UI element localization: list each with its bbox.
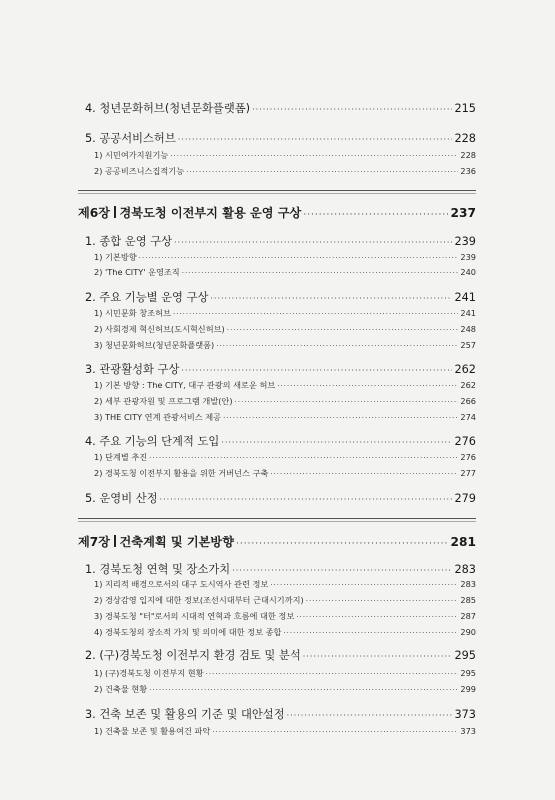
page-number: 295 [460, 668, 476, 678]
dot-leader [139, 254, 459, 262]
page-number: 262 [454, 363, 476, 376]
entry-title: 5. 공공서비스허브 [85, 132, 176, 145]
chapter-label: 제7장 [78, 535, 111, 549]
section-entry [85, 361, 476, 377]
subsection-entry [94, 267, 476, 278]
subsection-entry [94, 726, 476, 737]
entry-title: 1) 건축물 보존 및 활용여건 파악 [94, 726, 211, 736]
page-number: 239 [454, 235, 476, 248]
section-entry [85, 490, 476, 506]
section-entry [85, 130, 476, 146]
page-number: 279 [454, 492, 476, 505]
page-number: 299 [460, 684, 476, 694]
subsection-entry [94, 252, 476, 263]
dot-leader [182, 269, 459, 277]
entry-title: 3. 건축 보존 및 활용의 기준 및 대안설정 [85, 708, 285, 721]
dot-leader [232, 566, 452, 575]
page-number: 276 [454, 435, 476, 448]
section-entry [85, 233, 476, 249]
entry-title: 1) 지리적 배경으로서의 대구 도시역사 관련 정보 [94, 579, 269, 589]
chapter-separator-line [78, 193, 476, 194]
chapter-separator-line [78, 521, 476, 522]
subsection-entry [94, 579, 476, 590]
dot-leader [306, 597, 459, 605]
subsection-entry [94, 150, 476, 161]
dot-leader [160, 495, 453, 504]
dot-leader [181, 366, 452, 375]
entry-title: 1) 시민여가지원기능 [94, 150, 169, 160]
entry-title: 3) 청년문화허브(청년문화플랫폼) [94, 340, 215, 350]
page-number: 373 [460, 726, 476, 736]
chapter-separator-line [78, 190, 476, 191]
subsection-entry [94, 627, 476, 638]
dot-leader [252, 105, 452, 114]
entry-title: 3) 경북도청 "터"로서의 시대적 연혁과 흐름에 대한 정보 [94, 611, 295, 621]
subsection-entry [94, 324, 476, 335]
dot-leader [270, 470, 458, 478]
chapter-name: 건축계획 및 기본방향 [119, 535, 234, 549]
chapter-title [78, 533, 234, 550]
section-entry [85, 100, 476, 116]
entry-title: 2) 경북도청 이전부지 활용을 위한 거버넌스 구축 [94, 468, 269, 478]
dot-leader [170, 152, 458, 160]
chapter-entry [78, 204, 476, 221]
section-entry [85, 561, 476, 577]
section-entry [85, 433, 476, 449]
dot-leader [178, 135, 453, 144]
section-entry [85, 289, 476, 305]
dot-leader [212, 728, 458, 736]
dot-leader [277, 382, 458, 390]
entry-title: 2. (구)경북도청 이전부지 환경 검토 및 분석 [85, 649, 301, 662]
dot-leader [283, 629, 458, 637]
page-number: 287 [460, 611, 476, 621]
dot-leader [210, 294, 452, 303]
dot-leader [223, 414, 458, 422]
chapter-label: 제6장 [78, 206, 111, 220]
entry-title: 3) THE CITY 연계 관광서비스 제공 [94, 412, 222, 422]
page-number: 241 [454, 291, 476, 304]
subsection-entry [94, 611, 476, 622]
chapter-divider [114, 535, 116, 547]
chapter-entry [78, 533, 476, 550]
page-number: 285 [460, 595, 476, 605]
subsection-entry [94, 468, 476, 479]
page-number: 295 [454, 649, 476, 662]
dot-leader [149, 454, 458, 462]
dot-leader [174, 238, 452, 247]
page-number: 228 [460, 150, 476, 160]
entry-title: 1) 기본 방향 : The CITY, 대구 관광의 새로운 허브 [94, 380, 276, 390]
page-number: 290 [460, 627, 476, 637]
entry-title: 2) 공공비즈니스집적기능 [94, 166, 185, 176]
page-number: 215 [454, 102, 476, 115]
page-number: 281 [450, 535, 476, 549]
page-number: 228 [454, 132, 476, 145]
dot-leader [303, 210, 448, 220]
entry-title: 1) (구)경북도청 이전부지 현황 [94, 668, 204, 678]
entry-title: 4) 경북도청의 장소적 가치 및 의미에 대한 정보 종합 [94, 627, 282, 637]
entry-title: 1. 경북도청 연혁 및 장소가치 [85, 563, 231, 576]
entry-title: 2) 사회경제 혁신허브(도시혁신허브) [94, 324, 225, 334]
chapter-divider [114, 206, 116, 218]
dot-leader [149, 686, 458, 694]
dot-leader [287, 711, 453, 720]
subsection-entry [94, 166, 476, 177]
page-number: 283 [460, 579, 476, 589]
subsection-entry [94, 308, 476, 319]
subsection-entry [94, 340, 476, 351]
chapter-name: 경북도청 이전부지 활용 운영 구상 [119, 206, 302, 220]
page-number: 266 [460, 396, 476, 406]
dot-leader [216, 342, 458, 350]
dot-leader [236, 539, 449, 549]
page-number: 277 [460, 468, 476, 478]
page-number: 237 [450, 206, 476, 220]
section-entry [85, 706, 476, 722]
entry-title: 1) 단계별 추진 [94, 452, 148, 462]
subsection-entry [94, 412, 476, 423]
dot-leader [221, 438, 452, 447]
subsection-entry [94, 380, 476, 391]
page-number: 283 [454, 563, 476, 576]
page-number: 257 [460, 340, 476, 350]
entry-title: 4. 주요 기능의 단계적 도입 [85, 435, 220, 448]
subsection-entry [94, 396, 476, 407]
page-number: 240 [460, 267, 476, 277]
page-number: 274 [460, 412, 476, 422]
entry-title: 4. 청년문화허브(청년문화플랫폼) [85, 102, 251, 115]
dot-leader [303, 652, 453, 661]
subsection-entry [94, 684, 476, 695]
dot-leader [227, 326, 459, 334]
subsection-entry [94, 452, 476, 463]
dot-leader [173, 310, 458, 318]
subsection-entry [94, 668, 476, 679]
entry-title: 3. 관광활성화 구상 [85, 363, 180, 376]
entry-title: 2) 세부 관광자원 및 프로그램 개발(안) [94, 396, 233, 406]
entry-title: 5. 운영비 산정 [85, 492, 158, 505]
dot-leader [206, 670, 459, 678]
page-number: 276 [460, 452, 476, 462]
page-number: 262 [460, 380, 476, 390]
subsection-entry [94, 595, 476, 606]
page-number: 373 [454, 708, 476, 721]
section-entry [85, 647, 476, 663]
dot-leader [296, 613, 458, 621]
dot-leader [270, 581, 458, 589]
entry-title: 2) 건축물 현황 [94, 684, 148, 694]
dot-leader [235, 398, 459, 406]
page-number: 236 [460, 166, 476, 176]
entry-title: 2. 주요 기능별 운영 구상 [85, 291, 209, 304]
page-number: 241 [460, 308, 476, 318]
entry-title: 2) 경상감영 입지에 대한 정보(조선시대부터 근대시기까지) [94, 595, 304, 605]
page-number: 248 [460, 324, 476, 334]
chapter-title [78, 204, 301, 221]
entry-title: 1) 기본방향 [94, 252, 137, 262]
page-number: 239 [460, 252, 476, 262]
entry-title: 1) 시민문화 창조허브 [94, 308, 171, 318]
entry-title: 2) 'The CITY' 운영조직 [94, 267, 180, 277]
dot-leader [186, 168, 458, 176]
entry-title: 1. 종합 운영 구상 [85, 235, 173, 248]
chapter-separator-line [78, 518, 476, 519]
